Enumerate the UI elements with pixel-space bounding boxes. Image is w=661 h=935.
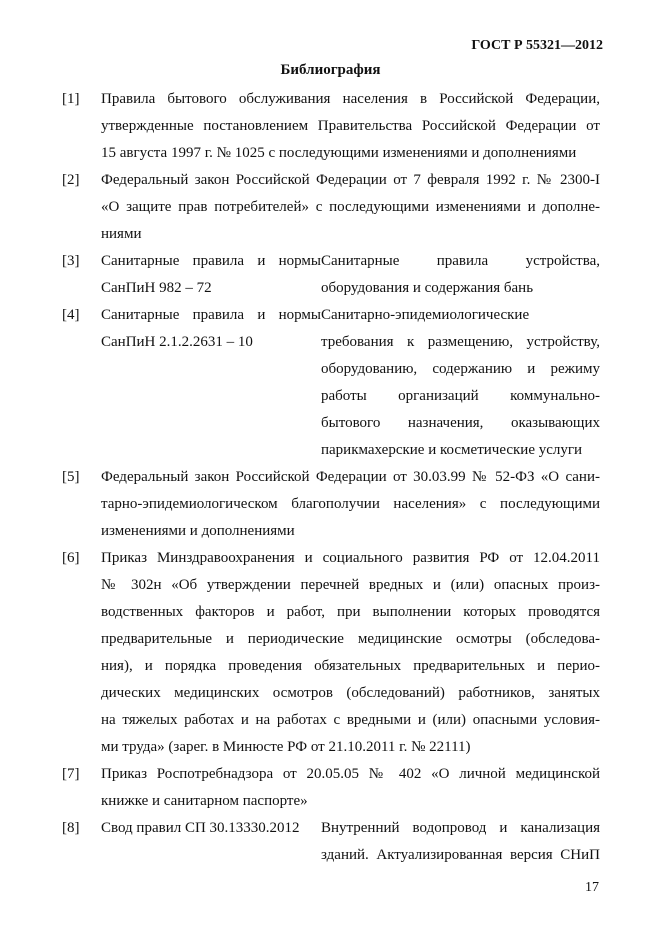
document-code: ГОСТ Р 55321—2012 (471, 38, 603, 53)
entry-number: [8] (62, 820, 80, 836)
entry-line: Внутренний водопровод и канализация (321, 820, 600, 836)
entry-line: требования к размещению, устройству, (321, 334, 600, 350)
entry-line: Свод правил СП 30.13330.2012 (101, 820, 300, 836)
entry-number: [4] (62, 307, 80, 323)
page-number: 17 (585, 880, 599, 895)
bibliography-list (62, 86, 600, 869)
entry-line: оборудования и содержания бань (321, 280, 534, 296)
entry-line: ниями (101, 226, 142, 242)
entry-line: СанПиН 982 – 72 (101, 280, 212, 296)
bibliography-entry-5 (62, 464, 600, 545)
bibliography-entry-1 (62, 86, 600, 167)
entry-line: Санитарно-эпидемиологические (321, 307, 530, 323)
page-title: Библиография (280, 62, 381, 78)
entry-line: № 302н «Об утверждении перечней вредных и (или) опасных произ- (101, 577, 600, 593)
entry-line: Санитарные правила устройства, (321, 253, 600, 269)
entry-line: парикмахерские и косметические услуги (321, 442, 583, 458)
entry-line: Санитарные правила и нормы (101, 253, 321, 269)
entry-number: [1] (62, 91, 80, 107)
entry-line: Правила бытового обслуживания населения в Российской Федерации, (101, 91, 600, 107)
entry-line: зданий. Актуализированная версия СНиП (321, 847, 600, 863)
entry-line: работы организаций коммунально- (321, 388, 600, 404)
entry-number: [5] (62, 469, 80, 485)
entry-document-type (101, 815, 321, 869)
entry-document-type (101, 248, 321, 302)
entry-line: Санитарные правила и нормы (101, 307, 321, 323)
entry-line: изменениями и дополнениями (101, 523, 295, 539)
entry-line: водственных факторов и работ, при выполнении которых проводятся (101, 604, 600, 620)
entry-line: ми труда» (зарег. в Минюсте РФ от 21.10.2011 г. № 22111) (101, 739, 471, 755)
entry-line: бытового назначения, оказывающих (321, 415, 600, 431)
entry-document-title (321, 248, 600, 302)
entry-document-type (101, 302, 321, 464)
entry-line: книжке и санитарном паспорте» (101, 793, 308, 809)
entry-line: дических медицинских осмотров (обследований) работников, занятых (101, 685, 600, 701)
entry-line: «О защите прав потребителей» с последующими изменениями и дополне- (101, 199, 600, 215)
entry-line: оборудованию, содержанию и режиму (321, 361, 600, 377)
bibliography-entry-4 (62, 302, 600, 464)
entry-line: Приказ Минздравоохранения и социального развития РФ от 12.04.2011 (101, 550, 600, 566)
bibliography-entry-8 (62, 815, 600, 869)
entry-line: Приказ Роспотребнадзора от 20.05.05 № 402 «О личной медицинской (101, 766, 600, 782)
entry-line: СанПиН 2.1.2.2631 – 10 (101, 334, 253, 350)
entry-line: утвержденные постановлением Правительства Российской Федерации от (101, 118, 600, 134)
entry-line: ния), и порядка проведения обязательных предварительных и перио- (101, 658, 600, 674)
entry-line: на тяжелых работах и на работах с вредными и (или) опасными условия- (101, 712, 600, 728)
bibliography-entry-7 (62, 761, 600, 815)
entry-line: тарно-эпидемиологическом благополучии населения» с последующими (101, 496, 600, 512)
entry-document-title (321, 302, 600, 464)
entry-number: [2] (62, 172, 80, 188)
bibliography-entry-3 (62, 248, 600, 302)
entry-number: [6] (62, 550, 80, 566)
entry-line: 15 августа 1997 г. № 1025 с последующими изменениями и дополнениями (101, 145, 577, 161)
entry-number: [3] (62, 253, 80, 269)
entry-line: предварительные и периодические медицинские осмотры (обследова- (101, 631, 600, 647)
bibliography-entry-2 (62, 167, 600, 248)
entry-line: Федеральный закон Российской Федерации от 30.03.99 № 52-ФЗ «О сани- (101, 469, 600, 485)
entry-document-title (321, 815, 600, 869)
entry-line: Федеральный закон Российской Федерации от 7 февраля 1992 г. № 2300-I (101, 172, 600, 188)
bibliography-entry-6 (62, 545, 600, 761)
entry-number: [7] (62, 766, 80, 782)
